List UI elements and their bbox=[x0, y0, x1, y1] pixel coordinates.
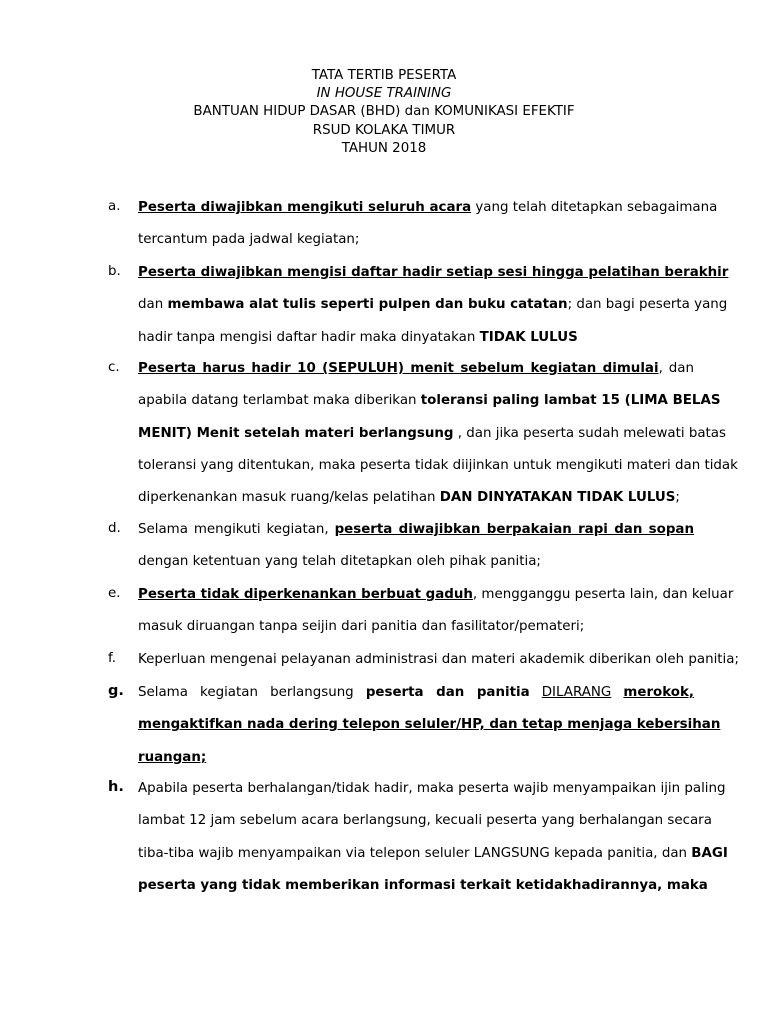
rule-line bbox=[138, 716, 721, 734]
rule-marker: h. bbox=[108, 779, 124, 795]
rule-line bbox=[138, 329, 694, 347]
rule-text: Peserta diwajibkan mengisi daftar hadir setiap sesi hingga pelatihan berakhir bbox=[138, 265, 729, 280]
rule-line bbox=[138, 521, 694, 539]
rule-text: tercantum pada jadwal kegiatan; bbox=[138, 232, 360, 247]
rule-text: Selama kegiatan berlangsung bbox=[138, 685, 366, 700]
rule-text bbox=[611, 685, 623, 700]
document-header bbox=[0, 67, 768, 158]
rule-text: ; dan bagi peserta yang bbox=[567, 297, 728, 312]
rule-text: peserta dan panitia bbox=[365, 685, 530, 700]
rule-text: Selama mengikuti kegiatan, bbox=[138, 522, 335, 537]
program-title: BANTUAN HIDUP DASAR (BHD) dan KOMUNIKASI EFEKTIF bbox=[193, 104, 575, 120]
rule-text: peserta diwajibkan berpakaian rapi dan sopan bbox=[334, 522, 694, 537]
rule-text: peserta yang tidak memberikan informasi terkait ketidakhadirannya, maka bbox=[138, 878, 708, 893]
rule-text: DAN DINYATAKAN TIDAK LULUS bbox=[439, 490, 676, 505]
rule-marker: c. bbox=[108, 360, 120, 375]
rule-line bbox=[138, 618, 694, 636]
rule-marker: e. bbox=[108, 586, 121, 601]
rule-text: mengaktifkan nada dering telepon seluler/HP, dan tetap menjaga kebersihan bbox=[138, 717, 721, 732]
rule-text: Peserta diwajibkan mengikuti seluruh acara bbox=[138, 200, 472, 215]
rule-line bbox=[138, 684, 694, 702]
rule-text: yang telah ditetapkan sebagaimana bbox=[471, 200, 718, 215]
rule-marker: d. bbox=[108, 521, 121, 536]
rule-text bbox=[530, 685, 542, 700]
rule-text: , dan jika peserta sudah melewati batas bbox=[453, 426, 726, 441]
rule-line bbox=[138, 264, 729, 282]
rule-line bbox=[138, 845, 728, 863]
rule-text: , mengganggu peserta lain, dan keluar bbox=[472, 587, 734, 602]
rule-line bbox=[138, 231, 694, 249]
rule-line bbox=[138, 457, 738, 475]
rule-text: Keperluan mengenai pelayanan administrasi dan materi akademik diberikan oleh panitia; bbox=[138, 652, 739, 667]
rule-line bbox=[138, 780, 726, 798]
rule-text: , dan bbox=[658, 361, 694, 376]
rule-line bbox=[138, 425, 726, 443]
rule-text: BAGI bbox=[691, 846, 728, 861]
rule-text: merokok, bbox=[623, 685, 694, 700]
document-year: TAHUN 2018 bbox=[341, 140, 427, 156]
rule-text: TIDAK LULUS bbox=[479, 330, 578, 345]
document-title: TATA TERTIB PESERTA bbox=[311, 68, 457, 83]
rule-text: Peserta tidak diperkenankan berbuat gaduh bbox=[138, 587, 473, 602]
rule-line bbox=[138, 651, 739, 669]
rule-line bbox=[138, 296, 728, 314]
rule-text: DILARANG bbox=[541, 685, 612, 700]
rule-line bbox=[138, 877, 708, 895]
rule-text: Apabila peserta berhalangan/tidak hadir, maka peserta wajib menyampaikan ijin paling bbox=[138, 781, 726, 796]
rule-text: dan bbox=[138, 297, 168, 312]
rule-text: diperkenankan masuk ruang/kelas pelatihan bbox=[138, 490, 440, 505]
rule-text: toleransi paling lambat 15 (LIMA BELAS bbox=[420, 393, 721, 408]
rule-text: tiba-tiba wajib menyampaikan via telepon seluler LANGSUNG kepada panitia, dan bbox=[138, 846, 692, 861]
hospital-name: RSUD KOLAKA TIMUR bbox=[312, 122, 456, 138]
document-subtitle: IN HOUSE TRAINING bbox=[316, 86, 452, 102]
rule-line bbox=[138, 749, 694, 767]
rule-marker: a. bbox=[108, 199, 121, 214]
rule-text: hadir tanpa mengisi daftar hadir maka dinyatakan bbox=[138, 330, 480, 345]
rule-line bbox=[138, 199, 718, 217]
rule-line bbox=[138, 553, 694, 571]
rule-marker: g. bbox=[108, 683, 124, 699]
rule-line bbox=[138, 360, 694, 378]
rule-text: ruangan; bbox=[138, 750, 207, 765]
rule-text: lambat 12 jam sebelum acara berlangsung, kecuali peserta yang berhalangan secara bbox=[138, 813, 712, 828]
rule-marker: b. bbox=[108, 264, 121, 279]
rule-text: MENIT) Menit setelah materi berlangsung bbox=[138, 426, 454, 441]
rule-text: ; bbox=[675, 490, 680, 505]
rule-text: membawa alat tulis seperti pulpen dan buku catatan bbox=[167, 297, 568, 312]
rule-marker: f. bbox=[108, 651, 116, 666]
rule-text: dengan ketentuan yang telah ditetapkan oleh pihak panitia; bbox=[138, 554, 541, 569]
rule-line bbox=[138, 586, 734, 604]
rule-line bbox=[138, 489, 694, 507]
rule-line bbox=[138, 392, 721, 410]
rule-line bbox=[138, 812, 712, 830]
rule-text: masuk diruangan tanpa seijin dari panitia dan fasilitator/pemateri; bbox=[138, 619, 585, 634]
rule-text: apabila datang terlambat maka diberikan bbox=[138, 393, 421, 408]
rule-text: Peserta harus hadir 10 (SEPULUH) menit sebelum kegiatan dimulai bbox=[138, 361, 659, 376]
rule-text: toleransi yang ditentukan, maka peserta tidak diijinkan untuk mengikuti materi dan tidak bbox=[138, 458, 738, 473]
